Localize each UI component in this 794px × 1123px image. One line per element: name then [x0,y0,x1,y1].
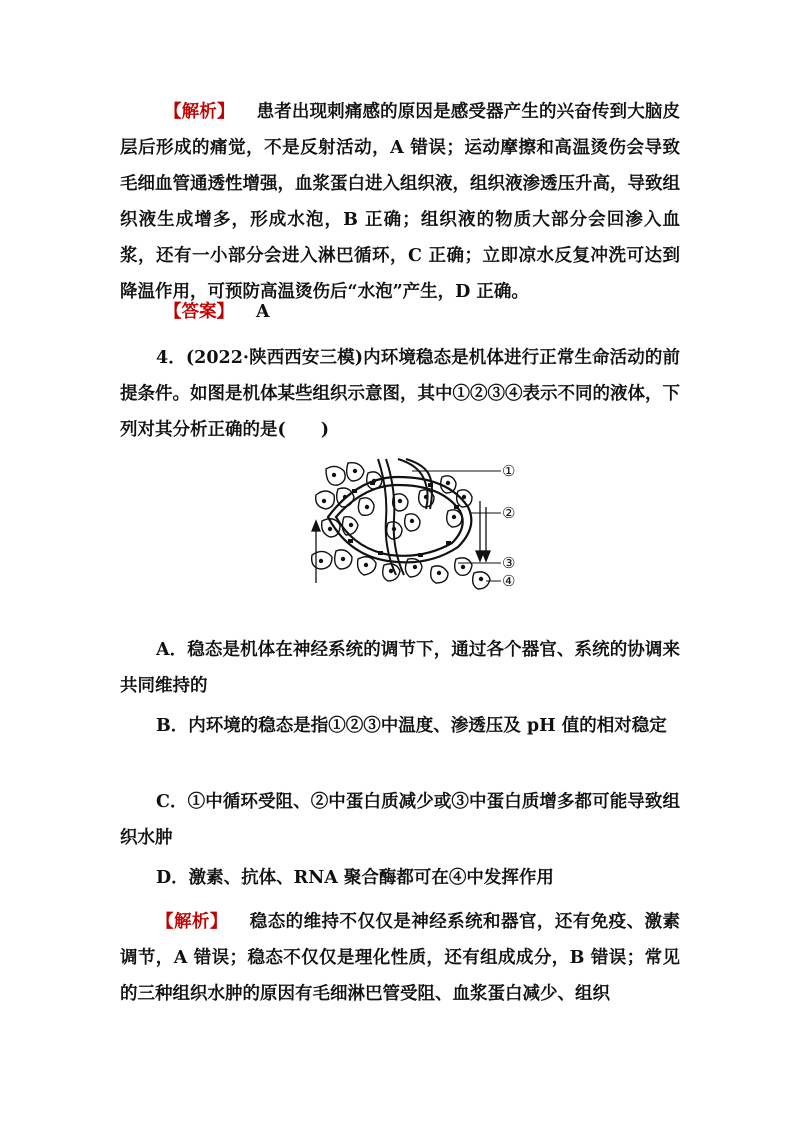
analysis-text-2: 稳态的维持不仅仅是神经系统和器官，还有免疫、激素调节，A 错误；稳态不仅仅是理化性质，还有组成成分，B 错误；常见的三种组织水肿的原因有毛细淋巴管受阻、血浆蛋白减少、组织 [120,912,681,1004]
analysis-paragraph-2 [120,904,680,1012]
option-c: C．①中循环受阻、②中蛋白质减少或③中蛋白质增多都可能导致组织水肿 [120,792,680,848]
question-4-stem: 4．(2022·陕西西安三模)内环境稳态是机体进行正常生命活动的前提条件。如图是机体某些组织示意图，其中①②③④表示不同的液体，下列对其分析正确的是( ) [120,348,680,440]
answer-tag: 【答案】 [164,302,234,322]
analysis-text: 患者出现刺痛感的原因是感受器产生的兴奋传到大脑皮层后形成的痛觉，不是反射活动，A 错误；运动摩擦和高温烫伤会导致毛细血管通透性增强，血浆蛋白进入组织液，组织液渗透压升高，导致组织液生成增多，形成水泡，B 正确；组织液的物质大部分会回渗入血浆，还有一小部分会进入淋巴循环，C 正确；立即凉水反复冲洗可达到降温作用，可预防高温烫伤后“水泡”产生，D 正确。 [120,102,680,302]
option-a: A．稳态是机体在神经系统的调节下，通过各个器官、系统的协调来共同维持的 [120,640,680,696]
analysis-tag: 【解析】 [164,102,235,122]
option-b: B．内环境的稳态是指①②③中温度、渗透压及 pH 值的相对稳定 [156,716,667,736]
analysis-paragraph-1 [120,94,680,310]
answer-value: A [256,302,270,322]
diagram-labels [502,462,515,590]
label-1: ① [502,462,516,480]
label-2: ② [502,504,516,522]
label-4: ④ [502,572,516,590]
label-3: ③ [502,554,516,572]
analysis-tag-2: 【解析】 [156,912,228,932]
tissue-diagram [308,455,538,605]
option-d: D．激素、抗体、RNA 聚合酶都可在④中发挥作用 [156,868,554,888]
answer-paragraph [120,294,680,330]
